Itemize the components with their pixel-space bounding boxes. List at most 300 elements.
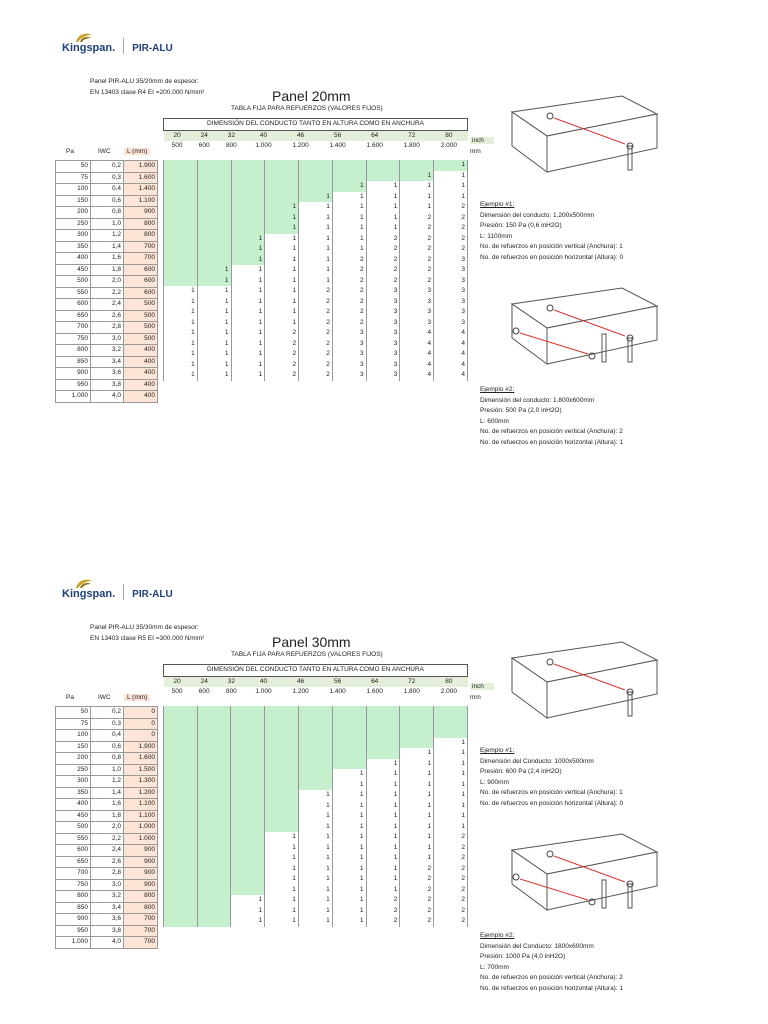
grid-cell: 1 xyxy=(298,895,332,906)
grid-cell: 2 xyxy=(366,276,400,287)
col-inch: 64 xyxy=(356,676,393,687)
grid-cell xyxy=(164,906,198,917)
pressure-row: 800 3,2 800 xyxy=(56,891,158,903)
col-inch: 24 xyxy=(191,676,218,687)
grid-cell xyxy=(164,160,198,171)
grid-cell: 2 xyxy=(434,864,468,875)
grid-cell: 1 xyxy=(298,843,332,854)
pressure-row: 950 3,8 700 xyxy=(56,925,158,937)
example-2 xyxy=(480,385,623,448)
grid-cell: 1 xyxy=(265,307,299,318)
grid-cell xyxy=(164,843,198,854)
grid-cell: 1 xyxy=(332,192,366,203)
pressure-table xyxy=(55,706,158,949)
example-vertical: No. de refuerzos en posición vertical (Anchura): 2 xyxy=(480,974,623,981)
grid-cell xyxy=(164,780,198,791)
grid-cell: 2 xyxy=(434,213,468,224)
grid-cell: 1 xyxy=(298,864,332,875)
grid-cell xyxy=(164,801,198,812)
grid-cell: 2 xyxy=(434,853,468,864)
grid-cell: 2 xyxy=(400,906,434,917)
grid-cell: 1 xyxy=(332,885,366,896)
grid-cell: 3 xyxy=(332,339,366,350)
example-length: L: 1100mm xyxy=(480,232,513,240)
pressure-row: 350 1,4 700 xyxy=(56,241,158,253)
grid-cell: 1 xyxy=(231,906,265,917)
pressure-row: 200 0,8 1.600 xyxy=(56,753,158,765)
grid-cell: 3 xyxy=(366,297,400,308)
grid-cell: 2 xyxy=(299,360,333,371)
grid-cell xyxy=(197,769,231,780)
pressure-row: 250 1,0 800 xyxy=(56,218,158,230)
pressure-row: 1.000 4,0 700 xyxy=(56,937,158,949)
grid-cell xyxy=(298,706,332,717)
grid-cell xyxy=(366,748,400,759)
col-mm: 1.400 xyxy=(329,142,346,150)
grid-cell: 1 xyxy=(366,822,400,833)
grid-cell: 2 xyxy=(400,255,434,266)
grid-cell: 2 xyxy=(434,885,468,896)
pa-header: Pa xyxy=(66,148,74,155)
grid-cell: 1 xyxy=(434,790,468,801)
grid-cell: 1 xyxy=(298,874,332,885)
col-inch: 56 xyxy=(319,130,356,141)
col-inch: 80 xyxy=(430,130,467,141)
pressure-row: 350 1,4 1.200 xyxy=(56,787,158,799)
grid-cell: 1 xyxy=(332,843,366,854)
grid-row xyxy=(164,244,468,255)
spec-line-2: EN 13403 clase R4 EI =200.000 N/mm² xyxy=(90,89,205,96)
grid-cell xyxy=(299,160,333,171)
grid-cell: 1 xyxy=(434,160,468,171)
grid-cell: 1 xyxy=(231,265,265,276)
pressure-row: 75 0,3 0 xyxy=(56,718,158,730)
grid-cell: 1 xyxy=(434,780,468,791)
col-mm: 500 xyxy=(171,688,183,696)
col-inch: 24 xyxy=(191,130,218,141)
grid-cell xyxy=(332,738,366,749)
pressure-row: 75 0,3 1.600 xyxy=(56,172,158,184)
grid-cell: 1 xyxy=(265,895,299,906)
grid-cell xyxy=(231,864,265,875)
grid-cell: 1 xyxy=(265,853,299,864)
grid-cell xyxy=(265,192,299,203)
grid-row xyxy=(164,181,468,192)
grid-cell: 1 xyxy=(265,202,299,213)
grid-cell xyxy=(164,790,198,801)
grid-cell: 1 xyxy=(265,874,299,885)
grid-cell: 2 xyxy=(299,328,333,339)
grid-cell xyxy=(366,160,400,171)
grid-cell: 1 xyxy=(299,244,333,255)
grid-row xyxy=(164,706,468,717)
grid-cell xyxy=(265,748,299,759)
grid-cell xyxy=(332,171,366,182)
grid-row xyxy=(164,370,468,381)
example-title: Ejemplo #2: xyxy=(480,386,515,393)
grid-cell: 2 xyxy=(265,349,299,360)
table-subtitle: TABLA FIJA PARA REFUERZOS (VALORES FIJOS) xyxy=(231,651,383,658)
grid-cell xyxy=(298,727,332,738)
grid-cell: 1 xyxy=(434,171,468,182)
grid-row xyxy=(164,895,468,906)
pressure-row: 700 2,8 500 xyxy=(56,322,158,334)
example-pressure: Presión: 1000 Pa (4,0 inH2O) xyxy=(480,953,566,960)
grid-cell: 1 xyxy=(265,864,299,875)
col-inch: 46 xyxy=(282,676,319,687)
grid-cell: 1 xyxy=(400,853,434,864)
grid-cell: 1 xyxy=(265,286,299,297)
grid-cell xyxy=(231,727,265,738)
grid-cell: 3 xyxy=(400,318,434,329)
pressure-row: 150 0,6 1.100 xyxy=(56,195,158,207)
grid-cell: 1 xyxy=(299,223,333,234)
grid-cell xyxy=(332,759,366,770)
grid-cell: 2 xyxy=(434,244,468,255)
grid-cell xyxy=(197,255,231,266)
example-horizontal: No. de refuerzos en posición horizontal (Altura): 0 xyxy=(480,253,624,261)
grid-cell: 2 xyxy=(332,307,366,318)
grid-row xyxy=(164,885,468,896)
col-mm: 1.000 xyxy=(255,688,272,696)
grid-cell: 1 xyxy=(265,255,299,266)
grid-cell xyxy=(197,790,231,801)
grid-cell xyxy=(164,717,198,728)
spec-line-1: Panel PIR-ALU 35/20mm de espesor: xyxy=(90,78,199,85)
col-inch: 72 xyxy=(393,130,430,141)
grid-cell: 1 xyxy=(332,234,366,245)
grid-cell: 1 xyxy=(366,769,400,780)
grid-cell: 1 xyxy=(366,832,400,843)
grid-cell: 1 xyxy=(197,328,231,339)
grid-cell xyxy=(197,160,231,171)
duct-diagram-2 xyxy=(502,286,662,371)
grid-cell xyxy=(298,769,332,780)
grid-cell xyxy=(197,181,231,192)
grid-cell: 1 xyxy=(400,801,434,812)
pir-alu-logo: PIR-ALU xyxy=(132,43,173,54)
example-pressure: Presión: 500 Pa (2,0 inH2O) xyxy=(480,407,562,414)
grid-row xyxy=(164,349,468,360)
pir-alu-logo: PIR-ALU xyxy=(132,589,173,600)
col-mm: 600 xyxy=(198,142,210,150)
grid-row xyxy=(164,234,468,245)
example-pressure: Presión: 600 Pa (2,4 inH2O) xyxy=(480,768,562,775)
grid-cell: 1 xyxy=(332,769,366,780)
pressure-row: 750 3,0 500 xyxy=(56,333,158,345)
grid-cell: 1 xyxy=(299,234,333,245)
col-inch: 20 xyxy=(164,676,191,687)
example-title: Ejemplo #2: xyxy=(480,932,515,939)
duct-diagram-2 xyxy=(502,832,662,917)
iwc-header: IWC xyxy=(98,148,111,155)
grid-cell: 4 xyxy=(434,349,468,360)
col-mm: 1.800 xyxy=(403,688,420,696)
inch-label: inch xyxy=(470,137,494,144)
grid-cell xyxy=(197,832,231,843)
grid-cell: 4 xyxy=(400,349,434,360)
grid-row xyxy=(164,853,468,864)
grid-row xyxy=(164,727,468,738)
grid-row xyxy=(164,160,468,171)
grid-cell: 1 xyxy=(434,181,468,192)
grid-cell: 1 xyxy=(366,811,400,822)
grid-cell xyxy=(164,171,198,182)
reinforcement-grid xyxy=(163,706,468,927)
grid-cell: 1 xyxy=(197,265,231,276)
grid-cell xyxy=(164,864,198,875)
grid-cell: 3 xyxy=(366,286,400,297)
grid-cell xyxy=(265,706,299,717)
grid-cell: 1 xyxy=(299,202,333,213)
spec-line-1: Panel PIR-ALU 35/30mm de espesor: xyxy=(90,624,199,631)
pressure-row: 500 2,0 1.000 xyxy=(56,822,158,834)
grid-row xyxy=(164,223,468,234)
grid-row xyxy=(164,780,468,791)
grid-cell xyxy=(164,759,198,770)
grid-cell: 1 xyxy=(400,202,434,213)
col-mm: 800 xyxy=(225,688,237,696)
example-dimension: Dimensión del conducto: 1.800x600mm xyxy=(480,396,595,404)
grid-cell: 3 xyxy=(434,276,468,287)
mm-label: mm xyxy=(470,694,481,701)
grid-cell: 1 xyxy=(434,811,468,822)
grid-cell xyxy=(164,265,198,276)
grid-cell xyxy=(265,759,299,770)
grid-cell xyxy=(231,213,265,224)
grid-cell: 1 xyxy=(400,748,434,759)
grid-row xyxy=(164,906,468,917)
grid-cell: 1 xyxy=(332,906,366,917)
pressure-row: 550 2,2 600 xyxy=(56,287,158,299)
grid-cell: 2 xyxy=(434,202,468,213)
grid-cell: 2 xyxy=(400,864,434,875)
grid-cell: 1 xyxy=(164,286,198,297)
col-mm: 1.200 xyxy=(292,688,309,696)
grid-cell: 2 xyxy=(265,360,299,371)
grid-cell xyxy=(197,916,231,927)
grid-cell xyxy=(265,780,299,791)
grid-cell xyxy=(400,727,434,738)
grid-cell: 1 xyxy=(434,801,468,812)
example-horizontal: No. de refuerzos en posición horizontal (Altura): 1 xyxy=(480,984,624,992)
pressure-row: 150 0,6 1.900 xyxy=(56,741,158,753)
pressure-row: 200 0,8 900 xyxy=(56,207,158,219)
col-mm: 2.000 xyxy=(440,688,458,696)
grid-row xyxy=(164,318,468,329)
grid-cell: 1 xyxy=(298,853,332,864)
grid-cell xyxy=(332,727,366,738)
grid-cell xyxy=(332,748,366,759)
pressure-row: 650 2,6 900 xyxy=(56,856,158,868)
grid-cell: 3 xyxy=(332,328,366,339)
grid-cell: 1 xyxy=(231,234,265,245)
grid-cell: 1 xyxy=(400,790,434,801)
grid-cell: 2 xyxy=(434,234,468,245)
example-pressure: Presión: 150 Pa (0,6 inH2O) xyxy=(480,222,562,229)
example-title: Ejemplo #1: xyxy=(480,747,515,754)
grid-cell: 3 xyxy=(366,339,400,350)
grid-cell xyxy=(231,769,265,780)
grid-cell xyxy=(197,706,231,717)
grid-cell xyxy=(197,895,231,906)
grid-cell: 1 xyxy=(197,370,231,381)
grid-cell: 3 xyxy=(366,349,400,360)
grid-cell: 1 xyxy=(366,801,400,812)
grid-cell xyxy=(164,885,198,896)
grid-cell xyxy=(197,811,231,822)
col-mm: 1.400 xyxy=(329,688,346,696)
example-title: Ejemplo #1: xyxy=(480,201,515,208)
grid-cell: 1 xyxy=(298,916,332,927)
panel-spec xyxy=(90,622,204,644)
grid-cell: 1 xyxy=(400,843,434,854)
grid-cell xyxy=(231,717,265,728)
grid-cell: 2 xyxy=(332,297,366,308)
grid-cell xyxy=(197,853,231,864)
grid-cell: 3 xyxy=(332,349,366,360)
grid-cell: 1 xyxy=(164,339,198,350)
grid-cell xyxy=(400,717,434,728)
grid-cell xyxy=(265,171,299,182)
grid-cell: 1 xyxy=(231,895,265,906)
grid-cell: 2 xyxy=(434,895,468,906)
grid-cell: 2 xyxy=(400,244,434,255)
grid-cell: 1 xyxy=(332,244,366,255)
grid-cell: 2 xyxy=(400,213,434,224)
grid-cell: 2 xyxy=(400,874,434,885)
grid-cell: 3 xyxy=(434,318,468,329)
l-header: L (mm) xyxy=(124,694,150,701)
grid-cell: 1 xyxy=(197,349,231,360)
grid-cell: 1 xyxy=(298,822,332,833)
grid-cell xyxy=(164,769,198,780)
grid-cell: 1 xyxy=(366,223,400,234)
grid-cell: 1 xyxy=(332,832,366,843)
pa-header: Pa xyxy=(66,694,74,701)
grid-cell xyxy=(164,853,198,864)
grid-cell: 3 xyxy=(434,297,468,308)
grid-cell: 2 xyxy=(434,832,468,843)
grid-cell: 3 xyxy=(434,255,468,266)
grid-row xyxy=(164,801,468,812)
grid-cell xyxy=(400,738,434,749)
col-mm: 600 xyxy=(198,688,210,696)
grid-cell: 4 xyxy=(434,328,468,339)
grid-cell xyxy=(299,171,333,182)
grid-cell xyxy=(231,706,265,717)
example-length: L: 900mm xyxy=(480,778,509,786)
kingspan-leaf-icon xyxy=(74,577,94,589)
grid-cell xyxy=(164,822,198,833)
grid-cell: 1 xyxy=(265,244,299,255)
grid-cell xyxy=(231,171,265,182)
grid-row xyxy=(164,360,468,371)
grid-cell: 1 xyxy=(164,370,198,381)
grid-cell: 2 xyxy=(299,339,333,350)
table-subtitle: TABLA FIJA PARA REFUERZOS (VALORES FIJOS) xyxy=(231,105,383,112)
grid-cell: 4 xyxy=(400,328,434,339)
grid-cell: 4 xyxy=(400,370,434,381)
grid-cell xyxy=(231,223,265,234)
grid-cell xyxy=(231,160,265,171)
grid-cell: 1 xyxy=(231,307,265,318)
grid-cell xyxy=(197,738,231,749)
grid-cell: 3 xyxy=(366,360,400,371)
grid-cell xyxy=(366,738,400,749)
grid-cell xyxy=(164,244,198,255)
grid-cell: 2 xyxy=(332,276,366,287)
grid-cell: 1 xyxy=(332,895,366,906)
grid-cell: 2 xyxy=(434,916,468,927)
grid-cell xyxy=(197,801,231,812)
col-inch: 46 xyxy=(282,130,319,141)
grid-cell: 2 xyxy=(400,265,434,276)
grid-cell: 1 xyxy=(299,213,333,224)
grid-cell xyxy=(298,748,332,759)
grid-cell xyxy=(197,192,231,203)
grid-cell xyxy=(197,234,231,245)
pressure-row: 850 3,4 800 xyxy=(56,902,158,914)
grid-cell: 1 xyxy=(231,276,265,287)
grid-row xyxy=(164,864,468,875)
grid-cell: 1 xyxy=(299,276,333,287)
example-horizontal: No. de refuerzos en posición horizontal (Altura): 1 xyxy=(480,438,624,446)
grid-cell: 1 xyxy=(434,822,468,833)
grid-cell xyxy=(197,874,231,885)
grid-cell: 1 xyxy=(265,297,299,308)
grid-cell: 1 xyxy=(231,339,265,350)
pressure-row: 100 0,4 1.400 xyxy=(56,184,158,196)
grid-cell: 4 xyxy=(434,370,468,381)
pressure-row: 750 3,0 900 xyxy=(56,879,158,891)
grid-cell xyxy=(265,160,299,171)
grid-cell xyxy=(231,738,265,749)
grid-cell xyxy=(265,790,299,801)
grid-cell: 1 xyxy=(231,328,265,339)
grid-cell: 1 xyxy=(197,318,231,329)
grid-cell xyxy=(366,727,400,738)
example-2 xyxy=(480,931,623,994)
grid-cell xyxy=(265,801,299,812)
grid-cell xyxy=(197,780,231,791)
reinforcement-grid xyxy=(163,160,468,381)
grid-cell: 2 xyxy=(299,286,333,297)
grid-cell xyxy=(299,181,333,192)
pressure-row: 600 2,4 500 xyxy=(56,299,158,311)
grid-cell: 1 xyxy=(231,360,265,371)
example-dimension: Dimensión del Conducto: 1000x500mm xyxy=(480,757,594,765)
grid-cell: 1 xyxy=(231,349,265,360)
grid-cell xyxy=(164,202,198,213)
example-length: L: 700mm xyxy=(480,963,509,971)
grid-cell xyxy=(164,738,198,749)
col-inch: 32 xyxy=(218,130,245,141)
grid-cell: 1 xyxy=(164,349,198,360)
grid-cell: 3 xyxy=(434,307,468,318)
grid-cell: 4 xyxy=(434,360,468,371)
grid-cell xyxy=(197,202,231,213)
pressure-row: 600 2,4 900 xyxy=(56,845,158,857)
brand-logo xyxy=(62,584,173,600)
grid-cell xyxy=(164,895,198,906)
grid-cell xyxy=(265,822,299,833)
grid-row xyxy=(164,286,468,297)
grid-cell: 2 xyxy=(400,916,434,927)
grid-cell: 1 xyxy=(265,265,299,276)
grid-cell xyxy=(265,769,299,780)
grid-cell: 1 xyxy=(400,832,434,843)
